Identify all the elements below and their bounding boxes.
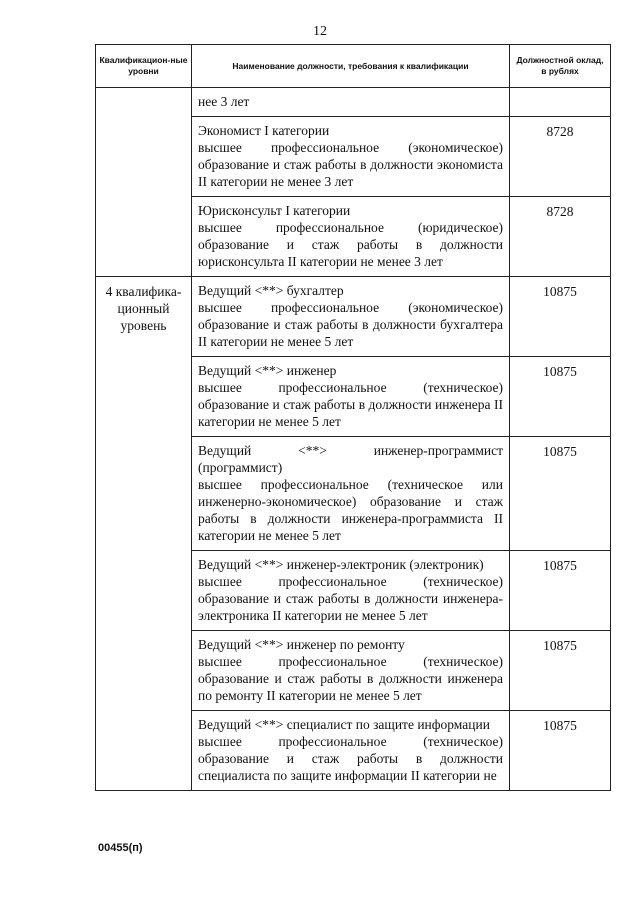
salary-value: 10875 bbox=[510, 437, 611, 551]
position-title: Ведущий <**> инженер-электроник (электроник) bbox=[198, 557, 484, 572]
position-requirements: высшее профессиональное (техническое) образование и стаж работы в должности инженера II категории не менее 5 лет bbox=[198, 380, 503, 429]
position-requirements: высшее профессиональное (экономическое) образование и стаж работы в должности экономиста II категории не менее 3 лет bbox=[198, 140, 503, 189]
position-title: Ведущий <**> бухгалтер bbox=[198, 283, 344, 298]
salary-value: 10875 bbox=[510, 711, 611, 791]
table-header-row bbox=[96, 45, 611, 88]
position-cell bbox=[192, 277, 510, 357]
position-cell bbox=[192, 631, 510, 711]
position-cell bbox=[192, 551, 510, 631]
qualification-table bbox=[95, 44, 611, 791]
position-title: Ведущий <**> инженер bbox=[198, 363, 337, 378]
header-qualification-levels: Квалификацион-ные уровни bbox=[96, 45, 192, 88]
document-code: 00455(п) bbox=[98, 842, 143, 854]
table-row bbox=[96, 88, 611, 117]
salary-value: 8728 bbox=[510, 117, 611, 197]
salary-value: 10875 bbox=[510, 631, 611, 711]
salary-cell bbox=[510, 88, 611, 117]
position-title: Ведущий <**> специалист по защите информации bbox=[198, 717, 490, 732]
position-title: Ведущий <**> инженер-программист (программист) bbox=[198, 443, 503, 475]
salary-value: 10875 bbox=[510, 357, 611, 437]
position-requirements: высшее профессиональное (техническое) образование и стаж работы в должности инженера-электроника II категории не менее 5 лет bbox=[198, 574, 503, 623]
level-cell-continued bbox=[96, 88, 192, 277]
position-requirements: высшее профессиональное (юридическое) образование и стаж работы в должности юрисконсульта II категории не менее 3 лет bbox=[198, 220, 503, 269]
position-requirements: высшее профессиональное (экономическое) образование и стаж работы в должности бухгалтера II категории не менее 5 лет bbox=[198, 300, 503, 349]
position-cell bbox=[192, 117, 510, 197]
qualification-level-4: 4 квалифика-ционный уровень bbox=[96, 277, 192, 791]
position-cell bbox=[192, 88, 510, 117]
position-cell bbox=[192, 357, 510, 437]
header-salary: Должностной оклад, в рублях bbox=[510, 45, 611, 88]
position-continuation-text: нее 3 лет bbox=[198, 94, 250, 109]
salary-value: 8728 bbox=[510, 197, 611, 277]
salary-value: 10875 bbox=[510, 551, 611, 631]
position-requirements: высшее профессиональное (техническое) образование и стаж работы в должности специалиста по защите информации II категории не bbox=[198, 734, 503, 783]
header-position-name: Наименование должности, требования к квалификации bbox=[192, 45, 510, 88]
table-row bbox=[96, 277, 611, 357]
position-title: Экономист I категории bbox=[198, 123, 330, 138]
position-requirements: высшее профессиональное (техническое или инженерно-экономическое) образование и стаж работы в должности инженера-программиста II категории не менее 5 лет bbox=[198, 477, 503, 543]
position-title: Ведущий <**> инженер по ремонту bbox=[198, 637, 405, 652]
position-title: Юрисконсульт I категории bbox=[198, 203, 351, 218]
salary-value: 10875 bbox=[510, 277, 611, 357]
page-number: 12 bbox=[313, 24, 327, 39]
position-requirements: высшее профессиональное (техническое) образование и стаж работы в должности инженера по ремонту II категории не менее 5 лет bbox=[198, 654, 503, 703]
position-cell bbox=[192, 437, 510, 551]
position-cell bbox=[192, 711, 510, 791]
position-cell bbox=[192, 197, 510, 277]
